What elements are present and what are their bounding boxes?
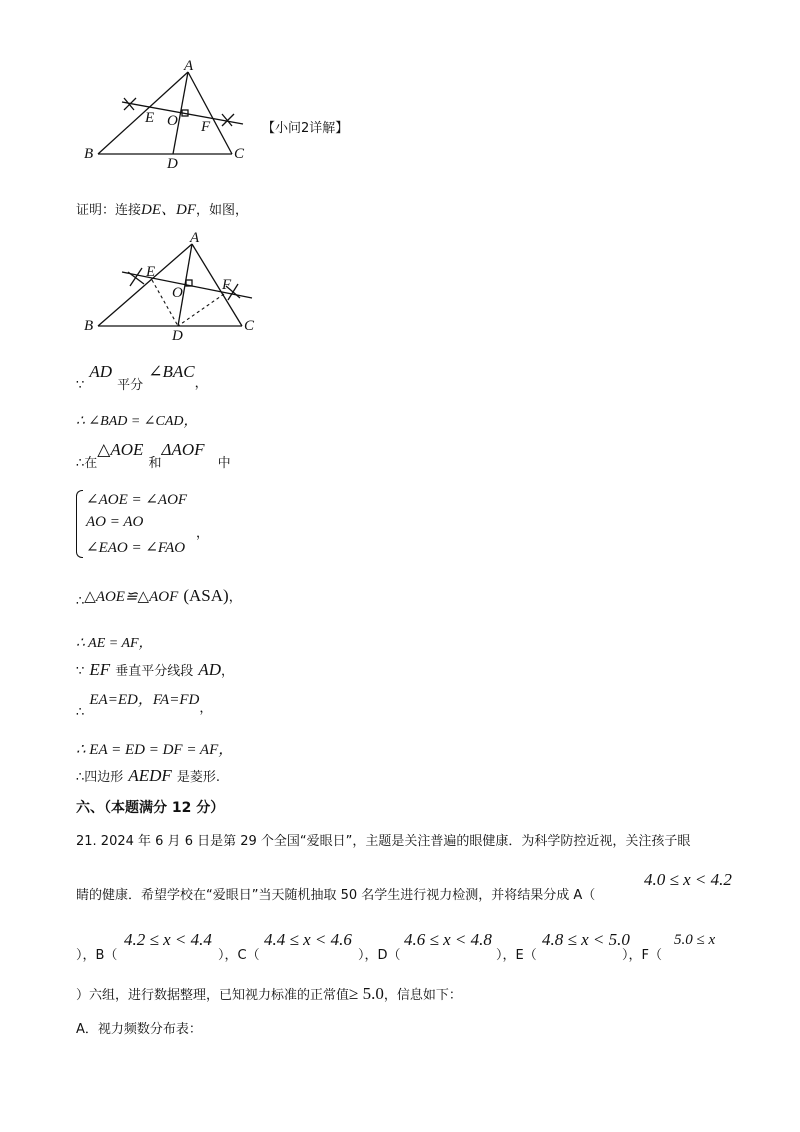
rhombus-text: 是菱形.	[176, 770, 221, 785]
proof-line-5: ∴ AE = AF，	[76, 636, 153, 651]
therefore-in: ∴在	[76, 456, 98, 471]
label-C: C	[234, 146, 245, 162]
q21-line-3	[76, 930, 756, 963]
proof-line-7	[76, 688, 212, 718]
seg-ef: EF	[89, 660, 111, 679]
proof-line-4	[76, 586, 242, 609]
normal-value: ≥ 5.0	[349, 984, 384, 1003]
equal-segments: EA=ED，FA=FD	[89, 692, 200, 708]
quadrilateral-text: ∴四边形	[76, 770, 124, 785]
label-E: E	[145, 110, 155, 126]
proof-line-8: ∴ EA = ED = DF = AF，	[76, 742, 234, 758]
label-F: F	[222, 277, 232, 293]
range-d: 4.6 ≤ x < 4.8	[404, 930, 492, 949]
label-B: B	[84, 146, 94, 162]
sep-c: ），C（	[218, 948, 260, 963]
and-text: 和	[148, 456, 162, 471]
label-B: B	[84, 318, 94, 334]
proof-line-6	[76, 660, 234, 680]
system-brace	[76, 490, 83, 558]
q21-line-1: 21. 2024 年 6 月 6 日是第 29 个全国“爱眼日”，主题是关注普遍的眼健康．为科学防控近视，关注孩子眼	[76, 834, 691, 849]
system-comma: ，	[196, 526, 210, 541]
system-eq-3: ∠EAO = ∠FAO	[86, 540, 186, 556]
range-c: 4.4 ≤ x < 4.6	[264, 930, 352, 949]
label-A: A	[184, 58, 194, 74]
seg-ad: AD	[198, 660, 222, 679]
range-e: 4.8 ≤ x < 5.0	[542, 930, 630, 949]
proof-line-2: ∴ ∠BAD = ∠CAD，	[76, 414, 198, 429]
quad-aedf: AEDF	[128, 766, 172, 785]
comma: ，	[221, 664, 235, 679]
congruence: △AOE≌△AOF	[84, 589, 179, 605]
proof-line-9	[76, 766, 220, 786]
proof-line-3	[76, 440, 231, 471]
triangle-aoe: △AOE	[97, 440, 144, 459]
proof-line-1	[76, 362, 208, 393]
intro-prefix: 证明：连接	[76, 203, 142, 218]
label-C: C	[244, 318, 255, 334]
comma: ，	[199, 701, 213, 716]
since-symbol: ∵	[76, 664, 85, 679]
intro-segments: DE、DF	[141, 202, 197, 218]
label-D: D	[167, 156, 178, 170]
intro-suffix: ，如图，	[196, 203, 249, 218]
bisect-text: 平分	[117, 378, 144, 393]
proof-intro	[76, 198, 248, 219]
label-O: O	[172, 285, 183, 301]
q21-line-4	[76, 984, 462, 1004]
seg-ad: AD	[89, 362, 113, 381]
range-a: 4.0 ≤ x < 4.2	[644, 870, 732, 889]
angle-bac: ∠BAC	[148, 362, 195, 381]
comma: ，	[228, 590, 242, 605]
q21-line-2	[76, 870, 756, 902]
range-f: 5.0 ≤ x	[674, 932, 716, 948]
q21-line-5: A．视力频数分布表：	[76, 1022, 202, 1037]
triangle-figure-1	[80, 58, 260, 170]
subquestion-2-title: 【小问2详解】	[262, 121, 349, 136]
system-eq-1: ∠AOE = ∠AOF	[86, 492, 188, 508]
perp-bisector-text: 垂直平分线段	[115, 664, 194, 679]
asa: (ASA)	[183, 586, 229, 605]
since-symbol: ∵	[76, 378, 85, 393]
q21-line-2-text: 睛的健康．希望学校在“爱眼日”当天随机抽取 50 名学生进行视力检测，并将结果分成 A（	[76, 888, 596, 903]
therefore-symbol: ∴	[76, 705, 85, 720]
section-title: 六、（本题满分 12 分）	[76, 800, 225, 816]
system-eq-2: AO = AO	[86, 514, 144, 530]
sep-d: ），D（	[358, 948, 401, 963]
triangle-figure-2	[80, 228, 270, 344]
label-E: E	[146, 264, 156, 280]
label-F: F	[201, 119, 211, 135]
therefore-symbol: ∴	[76, 594, 85, 609]
label-A: A	[190, 230, 200, 246]
middle-text: 中	[217, 456, 231, 471]
q21-line-4-text: ）六组，进行数据整理，已知视力标准的正常值	[76, 988, 350, 1003]
sep-f: ），F（	[622, 948, 662, 963]
label-O: O	[167, 113, 178, 129]
label-D: D	[172, 328, 183, 344]
comma: ，	[194, 376, 208, 391]
info-follows: ，信息如下：	[383, 988, 462, 1003]
sep-e: ），E（	[496, 948, 537, 963]
triangle-aof: ΔAOF	[161, 440, 205, 459]
range-b: 4.2 ≤ x < 4.4	[124, 930, 212, 949]
sep-b: ），B（	[76, 948, 118, 963]
